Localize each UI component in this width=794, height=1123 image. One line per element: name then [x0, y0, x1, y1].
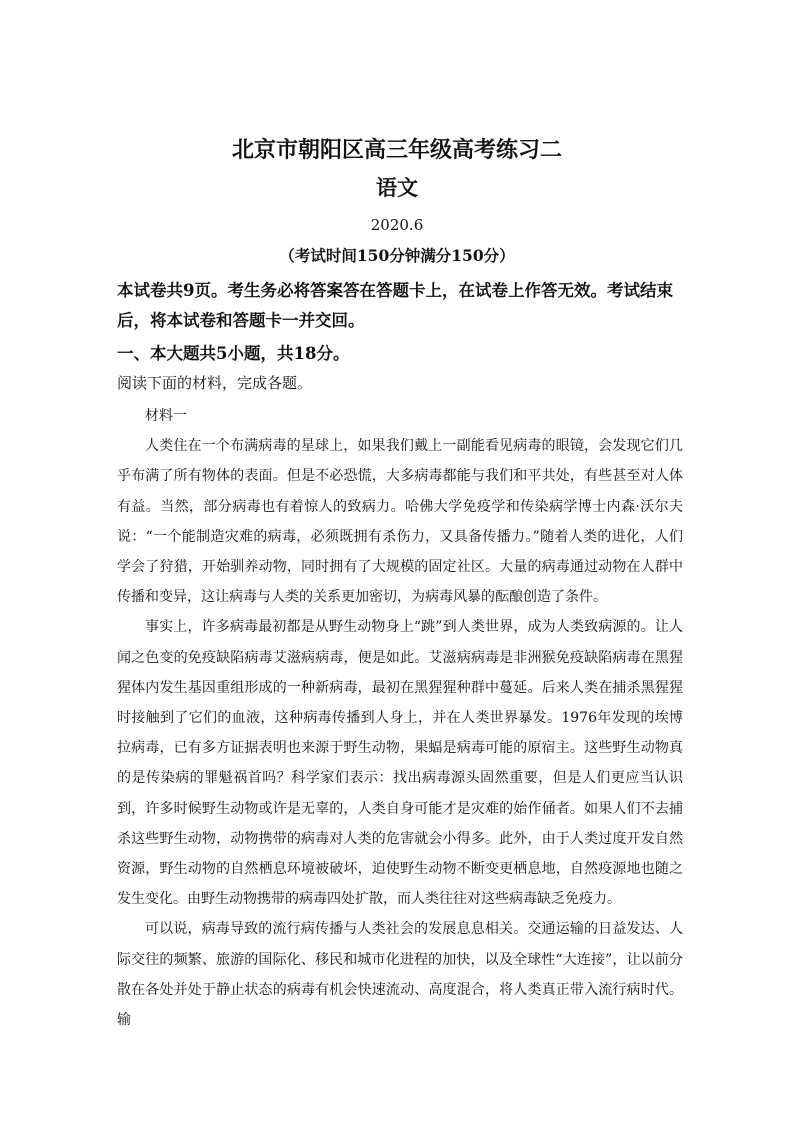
section-heading: 一、本大题共5小题，共18分。	[117, 344, 350, 363]
exam-time-note: （考试时间150分钟满分150分）	[279, 246, 515, 265]
material-heading: 材料一	[145, 408, 187, 424]
exam-notice: 本试卷共9页。考生务必将答案答在答题卡上，在试卷上作答无效。考试结束后，将本试卷和答题卡一并交回。	[117, 281, 673, 330]
reading-material	[117, 401, 683, 1035]
material-paragraph: 可以说，病毒导致的流行病传播与人类社会的发展息息相关。交通运输的日益发达、人际交往的频繁、旅游的国际化、移民和城市化进程的加快，以及全球性“大连接”，让以前分散在各处并处于静止状态的病毒有机会快速流动、高度混合，将人类真正带入流行病时代。输	[117, 921, 683, 1029]
exam-title: 北京市朝阳区高三年级高考练习二	[231, 137, 562, 163]
exam-subject: 语文	[376, 175, 418, 200]
material-paragraph: 人类住在一个布满病毒的星球上，如果我们戴上一副能看见病毒的眼镜，会发现它们几乎布满了所有物体的表面。但是不必恐慌，大多病毒都能与我们和平共处，有些甚至对人体有益。当然，部分病毒也有着惊人的致病力。哈佛大学免疫学和传染病学博士内森·沃尔夫说：“一个能制造灾难的病毒，必须既拥有杀伤力，又具备传播力。”随着人类的进化，人们学会了狩猎，开始驯养动物，同时拥有了大规模的固定社区。大量的病毒通过动物在人群中传播和变异，这让病毒与人类的关系更加密切，为病毒风暴的酝酿创造了条件。	[117, 438, 683, 606]
exam-date: 2020.6	[370, 216, 424, 234]
material-paragraph: 事实上，许多病毒最初都是从野生动物身上“跳”到人类世界，成为人类致病源的。让人闻之色变的免疫缺陷病毒艾滋病病毒，便是如此。艾滋病病毒是非洲猴免疫缺陷病毒在黑猩猩体内发生基因重组形成的一种新病毒，最初在黑猩猩种群中蔓延。后来人类在捕杀黑猩猩时接触到了它们的血液，这种病毒传播到人身上，并在人类世界暴发。1976年发现的埃博拉病毒，已有多方证据表明也来源于野生动物，果蝠是病毒可能的原宿主。这些野生动物真的是传染病的罪魁祸首吗？科学家们表示：找出病毒源头固然重要，但是人们更应当认识到，许多时候野生动物或许是无辜的，人类自身可能才是灾难的始作俑者。如果人们不去捕杀这些野生动物，动物携带的病毒对人类的危害就会小得多。此外，由于人类过度开发自然资源，野生动物的自然栖息环境被破坏，迫使野生动物不断变更栖息地，自然疫源地也随之发生变化。由野生动物携带的病毒四处扩散，而人类往往对这些病毒缺乏免疫力。	[117, 619, 683, 908]
section-instruction: 阅读下面的材料，完成各题。	[117, 374, 313, 392]
